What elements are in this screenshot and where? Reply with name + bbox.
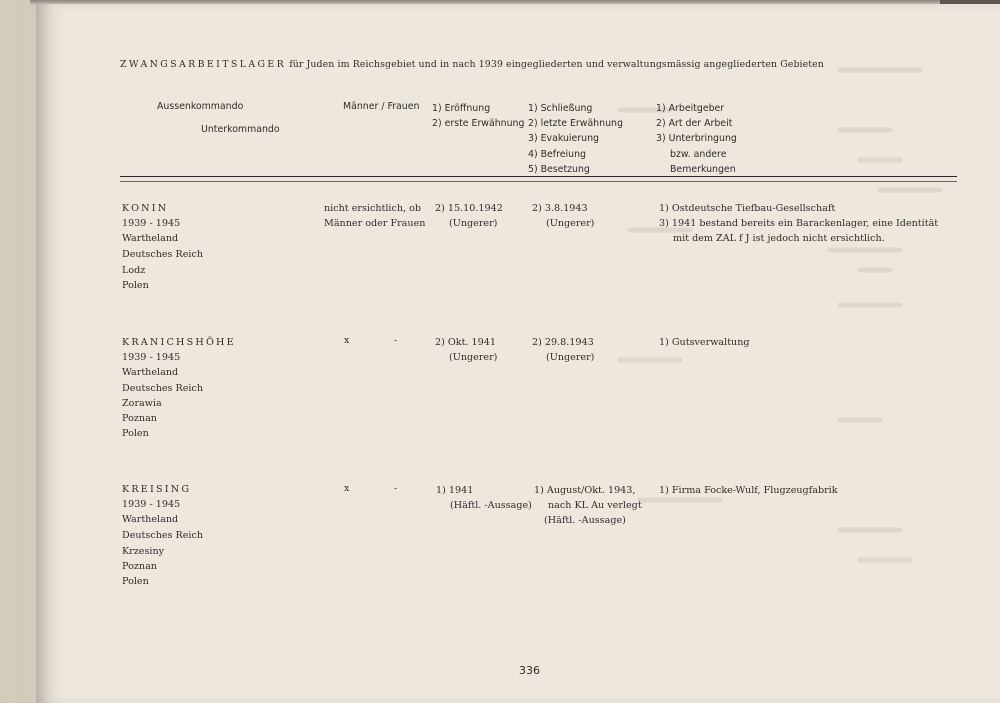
entry-open-kranichshoehe xyxy=(435,335,497,365)
entry-women-mark: - xyxy=(394,483,398,494)
entry-state: Deutsches Reich xyxy=(122,248,204,260)
entry-women-mark: - xyxy=(394,335,398,346)
close-line: (Ungerer) xyxy=(546,352,595,364)
entry-location-kranichshoehe xyxy=(122,335,236,396)
title-rest: für Juden im Reichsgebiet und in nach 1939 eingegliederten und verwaltungsmässig angegliederten Gebieten xyxy=(286,59,824,70)
col-header-line: 2) letzte Erwähnung xyxy=(528,118,623,130)
col-header-line: 2) erste Erwähnung xyxy=(432,118,525,130)
entry-sublocation-konin xyxy=(122,263,149,293)
entry-men-mark: x xyxy=(344,483,350,494)
open-line: 2) 15.10.1942 xyxy=(435,203,503,214)
open-line: 1) 1941 xyxy=(436,485,474,496)
entry-location-konin xyxy=(122,201,203,262)
entry-close-kreising xyxy=(534,483,642,529)
sub-line: Polen xyxy=(122,576,149,588)
page-number: 336 xyxy=(519,664,540,677)
sub-line: Zorawia xyxy=(122,398,162,409)
entry-open-konin xyxy=(435,201,503,231)
open-line: (Ungerer) xyxy=(449,352,498,364)
entry-region: Wartheland xyxy=(122,367,179,379)
sub-line: Poznan xyxy=(122,561,157,573)
col-header-line: Bemerkungen xyxy=(670,163,736,175)
close-line: 2) 29.8.1943 xyxy=(532,337,594,348)
close-line: 2) 3.8.1943 xyxy=(532,203,588,214)
entry-state: Deutsches Reich xyxy=(122,529,204,541)
entry-years: 1939 - 1945 xyxy=(122,218,181,230)
entry-remarks-kreising xyxy=(659,483,838,498)
entry-location-kreising xyxy=(122,482,203,543)
col-header-aussenkommando: Aussenkommando xyxy=(157,101,244,112)
remark-line: 1) Firma Focke-Wulf, Flugzeugfabrik xyxy=(659,485,838,496)
entry-remarks-kranichshoehe xyxy=(659,335,750,350)
remark-line: 1) Ostdeutsche Tiefbau-Gesellschaft xyxy=(659,203,836,214)
entry-remarks-konin xyxy=(659,201,938,247)
entry-sublocation-kranichshoehe xyxy=(122,396,162,442)
col-header-line: 1) Arbeitgeber xyxy=(656,103,725,114)
open-line: 2) Okt. 1941 xyxy=(435,337,496,348)
col-header-line: 1) Schließung xyxy=(528,103,593,114)
col-header-unterkommando: Unterkommando xyxy=(201,124,280,135)
entry-years: 1939 - 1945 xyxy=(122,499,181,511)
sub-line: Lodz xyxy=(122,265,146,276)
close-line: (Ungerer) xyxy=(546,218,595,230)
remark-line: 1) Gutsverwaltung xyxy=(659,337,750,348)
col-header-line: 3) Evakuierung xyxy=(528,133,599,145)
mf-line: Männer oder Frauen xyxy=(324,218,426,230)
col-header-eroeffnung xyxy=(432,101,524,131)
header-rule-thin xyxy=(120,181,957,182)
col-header-line: 4) Befreiung xyxy=(528,148,586,160)
sub-line: Polen xyxy=(122,280,149,292)
sub-line: Polen xyxy=(122,428,149,440)
entry-name: KONIN xyxy=(122,203,169,214)
entry-name: KREISING xyxy=(122,484,192,495)
col-header-arbeitgeber xyxy=(656,101,737,177)
mf-line: nicht ersichtlich, ob xyxy=(324,203,422,214)
col-header-schliessung xyxy=(528,101,623,177)
book-page-edges xyxy=(0,0,36,703)
close-line: (Häftl. -Aussage) xyxy=(544,515,626,527)
close-line: nach KL Au verlegt xyxy=(548,500,642,512)
entry-mf-konin xyxy=(324,201,425,231)
entry-state: Deutsches Reich xyxy=(122,382,204,394)
col-header-line: 2) Art der Arbeit xyxy=(656,118,733,130)
entry-open-kreising xyxy=(436,483,532,513)
col-header-maenner-frauen: Männer / Frauen xyxy=(343,101,420,112)
remark-line: mit dem ZAL f J ist jedoch nicht ersichtlich. xyxy=(673,233,885,245)
col-header-line: 5) Besetzung xyxy=(528,163,590,175)
close-line: 1) August/Okt. 1943, xyxy=(534,485,636,496)
entry-sublocation-kreising xyxy=(122,544,164,590)
open-line: (Ungerer) xyxy=(449,218,498,230)
entry-men-mark: x xyxy=(344,335,350,346)
col-header-line: bzw. andere xyxy=(670,148,727,160)
entry-close-konin xyxy=(532,201,594,231)
sub-line: Krzesiny xyxy=(122,546,165,557)
sub-line: Poznan xyxy=(122,413,157,425)
entry-years: 1939 - 1945 xyxy=(122,352,181,364)
open-line: (Häftl. -Aussage) xyxy=(450,500,532,512)
entry-region: Wartheland xyxy=(122,514,179,526)
title-caps: ZWANGSARBEITSLAGER xyxy=(120,59,287,70)
col-header-line: 1) Eröffnung xyxy=(432,103,491,114)
document-title xyxy=(120,59,824,70)
entry-name: KRANICHSHÖHE xyxy=(122,337,236,348)
header-rule xyxy=(120,176,957,177)
entry-close-kranichshoehe xyxy=(532,335,594,365)
entry-region: Wartheland xyxy=(122,233,179,245)
remark-line: 3) 1941 bestand bereits ein Barackenlager, eine Identität xyxy=(659,218,939,230)
col-header-line: 3) Unterbringung xyxy=(656,133,737,145)
